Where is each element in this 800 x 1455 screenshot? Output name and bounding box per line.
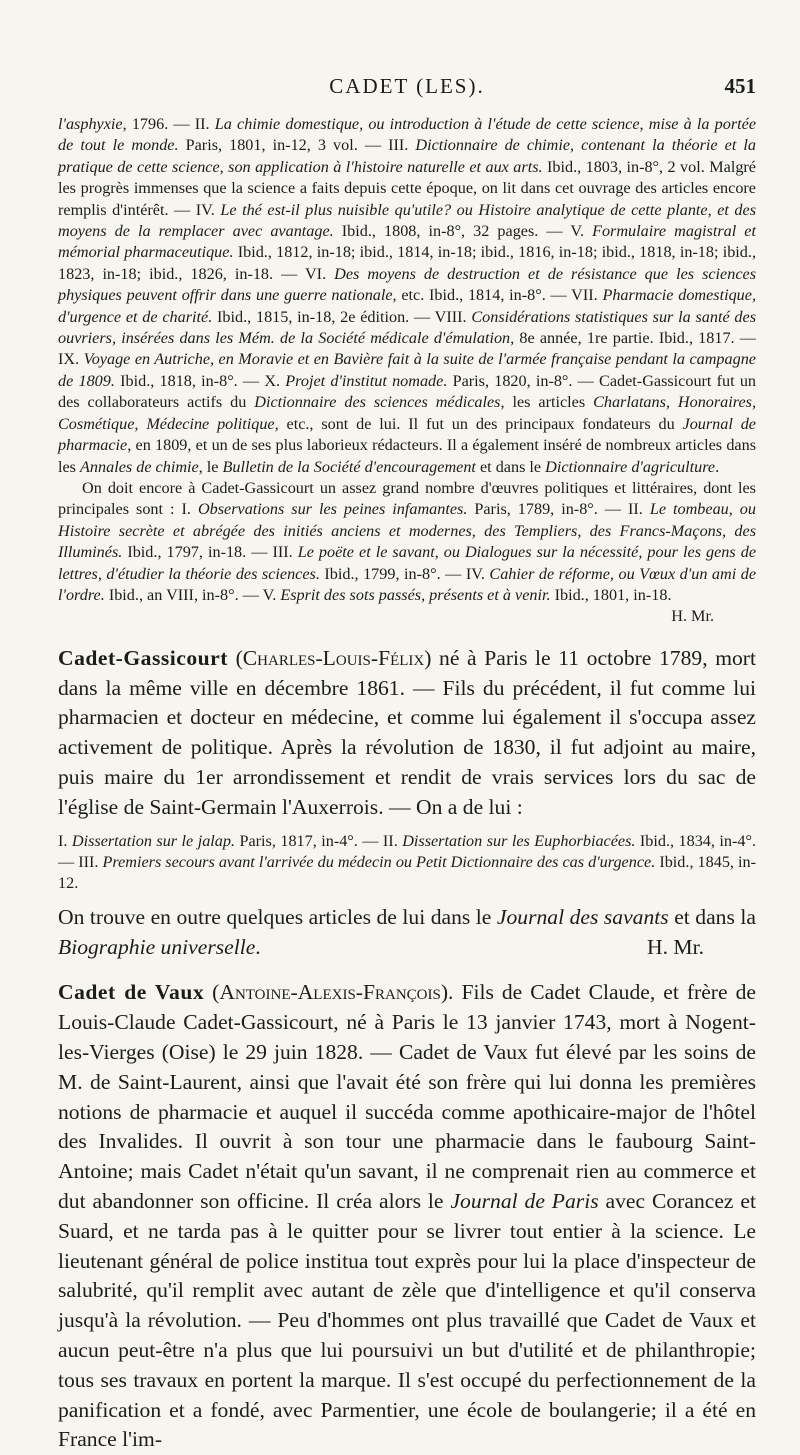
entry-body: Fils de Cadet Claude, et frère de Louis-Claude Cadet-Gassicourt, né à Paris le 13 janvier 1743, mort à Nogent-les-Vierges (Oise) le 29 juin 1828. — Cadet de Vaux fut élevé par les soins de M. de Saint-Laurent, ainsi que l'avait été son frère qui lui donna les premières notions de pharmacie et auquel il succéda comme apothicaire-major de l'hôtel des Invalides. Il ouvrit à son tour une pharmacie dans le faubourg Saint-Antoine; mais Cadet n'était qu'un savant, il ne comprenait rien au commerce et dut abandonner son officine. Il créa alors le [58, 980, 756, 1213]
text: 8e année, 1re partie. Ibid., 1817. — IX. [58, 329, 756, 369]
text: Ibid., 1834, in-4°. — III. [58, 831, 756, 871]
work-title: Dictionnaire de chimie, contenant la théorie et la pratique de cette science, son application à l'histoire naturelle et aux arts. [58, 136, 756, 176]
text: On trouve en outre quelques articles de lui dans le [58, 904, 497, 929]
work-title: Journal de Paris [450, 1188, 599, 1213]
text: , en 1809, et un de ses plus laborieux rédacteurs. Il a également inséré de nombreux articles dans les [58, 436, 756, 476]
text: Ibid., 1815, in-18, 2e édition. — VIII. [212, 307, 472, 326]
work-title: l'asphyxie [58, 115, 123, 133]
running-title: CADET (LES). [329, 74, 485, 98]
work-title: Premiers secours avant l'arrivée du médecin ou Petit Dictionnaire des cas d'urgence. [102, 852, 656, 871]
text: etc. Ibid., 1814, in-8°. — VII. [396, 286, 603, 305]
text: , le [198, 457, 223, 476]
work-title: Observations sur les peines infamantes. [197, 500, 468, 519]
work-title: Le thé est-il plus nuisible qu'utile? ou Histoire analytique de cette plante, et des moyens de la remplacer avec avantage. [58, 200, 756, 241]
page-header [58, 74, 756, 104]
text: Ibid., 1803, in-8°, 2 vol. Malgré les progrès immenses que la science a faits depuis cette époque, on lit dans cet ouvrage des articles encore remplis d'intérêt. — IV. [58, 157, 756, 219]
work-title: Journal de pharmacie [58, 414, 756, 455]
text: et dans la [668, 904, 756, 929]
work-title: Voyage en Autriche, en Moravie et en Bavière fait à la suite de l'armée française pendant la campagne de 1809. [58, 350, 756, 390]
work-title: Formulaire magistral et mémorial pharmaceutique. [58, 222, 756, 262]
entry-body: avec Corancez et Suard, et ne tarda pas à le quitter pour se livrer tout entier à la science. Le lieutenant général de police institua tout exprès pour lui la place d'inspecteur de salubrité, qu'il remplit avec autant de zèle que d'intelligence et qu'il conserva jusqu'à la révolution. — Peu d'hommes ont plus travaillé que Cadet de Vaux et aucun peut-être n'a plus que lui poursuivi un but d'utilité et de philanthropie; tous ses travaux en portent la marque. Il s'est occupé du perfectionnement de la panification et a fondé, avec Parmentier, une école de boulangerie; il a été en France l'im- [58, 1188, 756, 1452]
text: Ibid., an VIII, in-8°. — V. [104, 585, 281, 604]
page-content [58, 114, 756, 1455]
work-title: Le tombeau, ou Histoire secrète et abrégée des initiés anciens et modernes, des Templiers, des Francs-Maçons, des Illuminés. [58, 500, 756, 562]
work-title: Annales de chimie [80, 457, 199, 476]
entry1-works-paragraph [58, 114, 756, 478]
entry1-signature: H. Mr. [671, 607, 714, 626]
entry2-signature: H. Mr. [647, 934, 704, 959]
text: Ibid., 1845, in-12. [58, 852, 756, 893]
text: Paris, 1801, in-12, 3 vol. — III. [178, 136, 416, 155]
text: On doit encore à Cadet-Gassicourt un assez grand nombre d'œuvres politiques et littéraires, dont les principales sont : I. [58, 478, 756, 519]
spacer [58, 895, 756, 903]
work-title: Projet d'institut nomade. [285, 371, 448, 390]
entry1-political-works-paragraph [58, 478, 756, 606]
text: Ibid., 1818, in-8°. — X. [114, 371, 286, 390]
spacer [58, 962, 756, 978]
text: Ibid., 1812, in-18; ibid., 1814, in-18; ibid., 1816, in-18; ibid., 1818, in-18; ibid., 1823, in-18; ibid., 1826, in-18. — VI. [58, 243, 756, 283]
work-title: Des moyens de destruction et de résistance que les sciences physiques peuvent offrir dans une guerre nationale, [58, 264, 756, 305]
work-title: Bulletin de la Société d'encouragement [222, 457, 476, 476]
work-title: Dissertation sur le jalap. [71, 831, 236, 850]
work-title: Dictionnaire d'agriculture [545, 457, 716, 476]
text: . [715, 457, 720, 476]
text: I. [58, 831, 72, 850]
text: Ibid., 1801, in-18. [550, 585, 672, 604]
work-title: Pharmacie domestique, d'urgence et de charité. [58, 286, 756, 326]
work-title: Dissertation sur les Euphorbiacées. [402, 831, 636, 850]
entry2-paragraph [58, 644, 756, 823]
work-title: Considérations statistiques sur la santé des ouvriers, insérées dans les Mém. de la Société médicale d'émulation, [58, 307, 756, 348]
spacer [58, 628, 756, 644]
text: Paris, 1789, in-8°. — II. [467, 500, 650, 519]
text: Paris, 1817, in-4°. — II. [235, 831, 403, 850]
entry-headword: Cadet de Vaux [58, 980, 205, 1005]
text: Paris, 1820, in-8°. — Cadet-Gassicourt fut un des collaborateurs actifs du [58, 371, 757, 412]
entry3-paragraph [58, 978, 756, 1455]
work-title: Cahier de réforme, ou Vœux d'un ami de l'ordre. [58, 564, 757, 604]
work-title: Journal des savants [496, 904, 669, 929]
entry2-works-list [58, 831, 756, 895]
entry-headword: Cadet-Gassicourt [58, 645, 228, 670]
work-title: Dictionnaire des sciences médicales [254, 393, 501, 412]
work-title: La chimie domestique, ou introduction à l'étude de cette science, mise à la portée de tout le monde. [58, 115, 757, 155]
text: . [255, 934, 261, 959]
entry-given-names: (Antoine-Alexis-François). [212, 980, 454, 1005]
text: Ibid., 1799, in-8°. — IV. [319, 564, 490, 583]
entry-body: né à Paris le 11 octobre 1789, mort dans la même ville en décembre 1861. — Fils du précédent, il fut comme lui pharmacien et docteur en médecine, et comme lui également il s'occupa assez activement de politique. Après la révolution de 1830, il fut adjoint au maire, puis maire du 1er arrondissement et rendit de vrais services lors du sac de l'église de Saint-Germain l'Auxerrois. — On a de lui : [58, 645, 756, 819]
text: etc., sont de lui. Il fut un des principaux fondateurs du [278, 414, 683, 433]
page-number: 451 [724, 74, 756, 98]
text: Ibid., 1797, in-18. — III. [122, 543, 298, 562]
entry2-outro [58, 903, 756, 963]
text: , les articles [500, 393, 594, 412]
spacer [58, 823, 756, 831]
text: Ibid., 1808, in-8°, 32 pages. — V. [333, 222, 593, 241]
work-title: Le poëte et le savant, ou Dialogues sur la nécessité, pour les gens de lettres, d'étudier la théorie des sciences. [58, 543, 757, 583]
work-title: Biographie universelle [58, 934, 256, 959]
entry-given-names: (Charles-Louis-Félix) [235, 645, 432, 670]
work-title: Charlatans, Honoraires, Cosmétique, Médecine politique, [58, 393, 757, 433]
text: et dans le [475, 457, 546, 476]
work-title: Esprit des sots passés, présents et à venir. [280, 585, 551, 604]
text: , 1796. — II. [122, 115, 215, 133]
